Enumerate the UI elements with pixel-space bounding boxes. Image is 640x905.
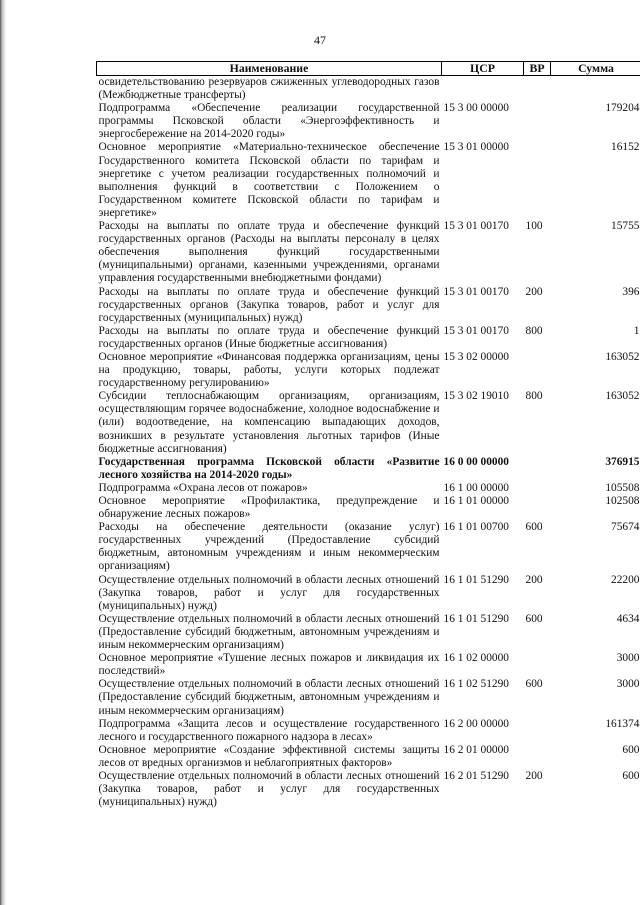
row-sum: 3000 — [616, 678, 640, 691]
row-vr — [524, 351, 551, 390]
row-name: Основное мероприятие «Тушение лесных пожаров и ликвидация их последствий» — [98, 652, 440, 678]
row-vr — [524, 456, 551, 482]
row-csr: 15 3 01 00170 — [443, 324, 509, 337]
row-vr: 200 — [525, 573, 543, 586]
table-row — [97, 613, 640, 652]
row-name: Субсидии теплоснабжающим организациям, организациям, осуществляющим горячее водоснабжение, холодное водоснабжение и (или) водоотведение, на компенсацию выпадающих доходов, возникших в результате установления льготных тарифов (Иные бюджетные ассигнования) — [98, 390, 440, 455]
row-name: Осуществление отдельных полномочий в области лесных отношений (Закупка товаров, работ и услуг для государственных (муниципальных) нужд) — [98, 573, 440, 612]
row-csr: 15 3 02 00000 — [443, 350, 509, 363]
row-sum: 16152 — [611, 141, 640, 154]
row-sum: 15755 — [611, 220, 640, 233]
row-csr: 15 3 01 00170 — [443, 220, 509, 233]
row-vr — [524, 495, 551, 521]
row-sum: 179204 — [605, 102, 640, 115]
row-name: Расходы на выплаты по оплате труда и обеспечение функций государственных органов (Закупка товаров, работ и услуг для государственных (муниципальных) нужд) — [98, 285, 440, 324]
table-row — [97, 286, 640, 325]
row-csr: 16 1 02 51290 — [443, 678, 509, 691]
header-name: Наименование — [97, 62, 442, 76]
row-vr: 800 — [525, 390, 543, 403]
header-csr: ЦСР — [442, 62, 524, 76]
row-vr: 100 — [525, 220, 543, 233]
row-sum: 396 — [622, 285, 640, 298]
table-body — [97, 76, 640, 810]
row-sum — [551, 76, 640, 103]
row-name: Осуществление отдельных полномочий в области лесных отношений (Закупка товаров, работ и услуг для государственных (муниципальных) нужд) — [98, 769, 440, 809]
row-sum: 163052 — [605, 390, 640, 403]
row-sum: 1 — [633, 324, 640, 337]
row-csr: 16 1 01 51290 — [443, 612, 509, 625]
page-number: 47 — [314, 33, 326, 47]
row-name: Подпрограмма «Охрана лесов от пожаров» — [98, 481, 308, 494]
row-vr — [524, 141, 551, 220]
row-name: Подпрограмма «Защита лесов и осуществление государственного лесного и государственного пожарного надзора в лесах» — [98, 717, 440, 743]
row-name: Осуществление отдельных полномочий в области лесных отношений (Предоставление субсидий бюджетным, автономным учреждениям и иным некоммерческим организациям) — [98, 612, 440, 652]
row-csr: 16 1 02 00000 — [443, 652, 509, 665]
table-row — [97, 770, 640, 809]
table-row — [97, 102, 640, 141]
row-vr — [524, 652, 551, 678]
row-vr: 600 — [525, 521, 543, 534]
row-vr — [524, 744, 551, 770]
row-csr: 15 3 01 00170 — [443, 285, 509, 298]
table-row — [97, 678, 640, 717]
table-row — [97, 141, 640, 220]
row-vr: 600 — [525, 612, 543, 625]
row-vr: 600 — [525, 678, 543, 691]
row-csr: 16 1 01 00000 — [443, 495, 509, 507]
row-sum: 105508 — [605, 481, 640, 494]
row-sum: 163052 — [605, 350, 640, 363]
row-vr — [524, 482, 551, 495]
table-row — [97, 456, 640, 482]
row-name: Основное мероприятие «Создание эффективной системы защиты лесов от вредных организмов и неблагоприятных факторов» — [98, 743, 440, 769]
header-vr: ВР — [524, 62, 551, 76]
row-csr: 15 3 00 00000 — [443, 102, 509, 115]
row-name: Расходы на выплаты по оплате труда и обеспечение функций государственных органов (Расходы на выплаты персоналу в целях обеспечения выполнения функций государственными (муниципальными) органами, казенными учреждениями, органами управления государственными внебюджетными фондами) — [98, 220, 440, 285]
table-row — [97, 521, 640, 573]
table-row — [97, 744, 640, 770]
row-csr: 16 1 01 51290 — [443, 573, 509, 586]
row-name: Осуществление отдельных полномочий в области лесных отношений (Предоставление субсидий бюджетным, автономным учреждениям и иным некоммерческим организациям) — [98, 678, 440, 717]
table-row — [97, 495, 640, 521]
table-row — [97, 390, 640, 455]
row-sum: 376915 — [605, 455, 640, 468]
row-csr: 15 3 01 00000 — [443, 141, 509, 154]
table-row — [97, 351, 640, 390]
row-vr — [524, 102, 551, 141]
row-vr: 200 — [525, 285, 543, 298]
row-sum: 161374 — [605, 717, 640, 730]
row-sum: 600 — [622, 769, 640, 782]
table-row — [97, 76, 640, 103]
row-csr: 16 0 00 00000 — [443, 455, 509, 468]
row-sum: 22200 — [611, 573, 640, 586]
row-name: Расходы на выплаты по оплате труда и обеспечение функций государственных органов (Иные бюджетные ассигнования) — [98, 324, 440, 350]
row-csr: 16 2 01 51290 — [443, 769, 509, 782]
row-name: Расходы на обеспечение деятельности (оказание услуг) государственных учреждений (Предоставление субсидий бюджетным, автономным учреждениям и иным некоммерческим организациям) — [98, 521, 440, 573]
table-row — [97, 220, 640, 285]
row-vr — [524, 718, 551, 744]
row-sum: 600 — [622, 743, 640, 756]
row-csr: 16 1 01 00700 — [443, 521, 509, 534]
row-sum: 75674 — [611, 521, 640, 534]
table-header-row — [97, 62, 640, 76]
row-csr: 15 3 02 19010 — [443, 390, 509, 403]
row-csr: 16 2 01 00000 — [443, 743, 509, 756]
row-name: Государственная программа Псковской области «Развитие лесного хозяйства на 2014-2020 годы» — [98, 455, 440, 481]
row-name: Основное мероприятие «Профилактика, предупреждение и обнаружение лесных пожаров» — [98, 495, 440, 521]
row-name: Основное мероприятие «Финансовая поддержка организациям, цены на продукцию, товары, работы, услуги которых подлежат государственному регулированию» — [98, 350, 440, 390]
row-sum: 4634 — [616, 612, 640, 625]
table-row — [97, 652, 640, 678]
header-sum: Сумма — [551, 62, 640, 76]
row-csr: 16 2 00 00000 — [443, 717, 509, 730]
budget-table — [96, 61, 640, 809]
table-row — [97, 482, 640, 495]
row-vr — [524, 76, 551, 103]
row-sum: 3000 — [616, 652, 640, 665]
row-vr: 800 — [525, 324, 543, 337]
table-row — [97, 325, 640, 351]
row-name: Подпрограмма «Обеспечение реализации государственной программы Псковской области «Энергоэффективность и энергосбережение на 2014-2020 годы» — [98, 102, 440, 141]
row-name: Основное мероприятие «Материально-техническое обеспечение Государственного комитета Псковской области по тарифам и энергетике с учетом реализации государственных полномочий и выполнения функций в соответствии с Положением о Государственном комитете Псковской области по тарифам и энергетике» — [98, 141, 440, 219]
row-csr — [442, 76, 524, 103]
row-vr: 200 — [525, 769, 543, 782]
row-name: освидетельствованию резервуаров сжиженных углеводородных газов (Межбюджетные трансферты) — [98, 76, 440, 102]
scan-left-edge — [0, 0, 6, 905]
row-csr: 16 1 00 00000 — [443, 481, 509, 494]
table-row — [97, 718, 640, 744]
table-row — [97, 574, 640, 613]
row-sum: 102508 — [605, 495, 640, 507]
